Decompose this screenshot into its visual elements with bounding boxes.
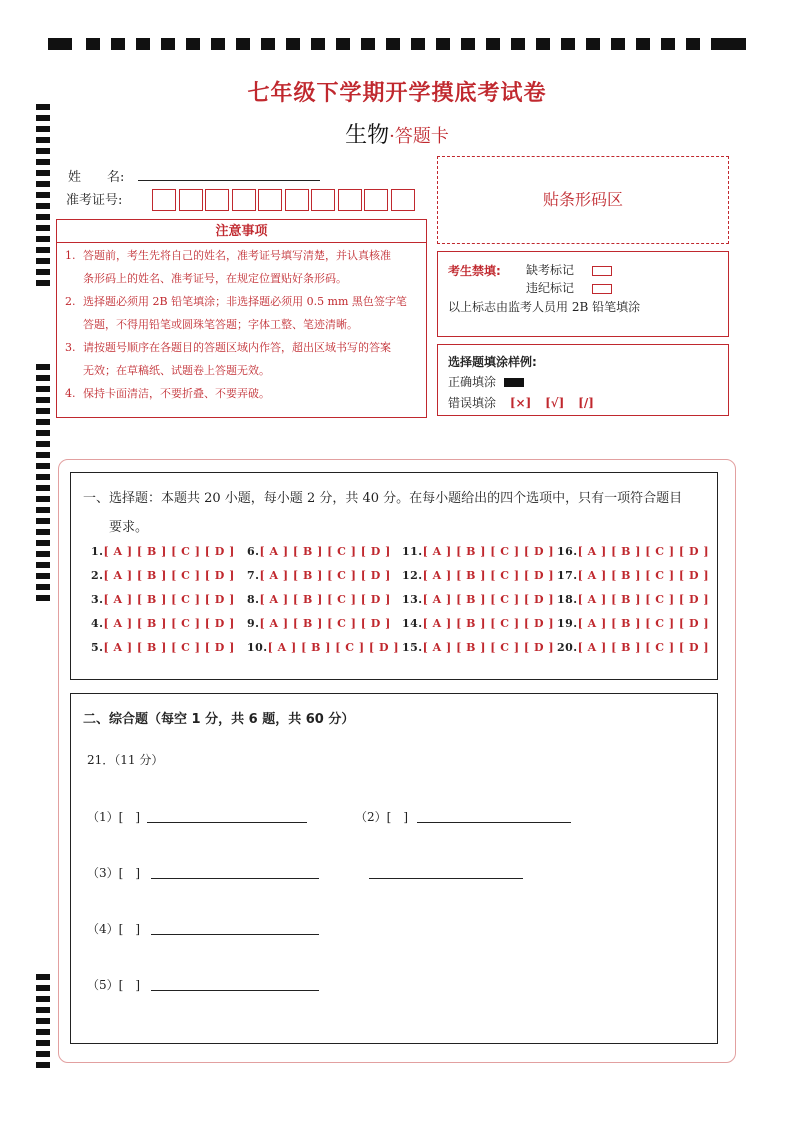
marker-block [36, 397, 50, 403]
question-number: 19. [557, 617, 578, 630]
exam-id-digit-box[interactable] [364, 189, 388, 211]
choice-question[interactable] [91, 617, 235, 630]
subject-name: 生物 [345, 123, 390, 148]
marker-block [36, 269, 50, 275]
card-subtitle [0, 118, 794, 149]
side-alignment-markers-bottom [36, 974, 50, 1074]
exam-id-digit-box[interactable] [152, 189, 176, 211]
answer-line[interactable] [369, 878, 523, 879]
section-choice [70, 472, 718, 680]
marker-block [36, 584, 50, 590]
marker-block [36, 203, 50, 209]
question-number: 10. [247, 641, 268, 654]
marker-block [36, 518, 50, 524]
choice-question[interactable] [91, 569, 235, 582]
note-item: 2. 选择题必须用 2B 铅笔填涂；非选择题必须用 0.5 mm 黑色签字笔 答题，不得用铅笔或圆珠笔答题；字体工整、笔迹清晰。 [65, 295, 407, 331]
notes-heading: 注意事项 [57, 222, 426, 243]
question-number: 4. [91, 617, 104, 630]
blank-label: （3）[ ] [87, 866, 140, 880]
correct-fill-row [448, 373, 524, 390]
question-number: 9. [247, 617, 260, 630]
marker-block [36, 408, 50, 414]
blank-label: （5）[ ] [87, 978, 140, 992]
marker-block [36, 386, 50, 392]
exam-id-digit-box[interactable] [179, 189, 203, 211]
exam-id-digit-box[interactable] [232, 189, 256, 211]
option-bubbles[interactable]: [ A ] [ B ] [ C ] [ D ] [577, 569, 710, 582]
choice-question[interactable] [557, 617, 709, 630]
option-bubbles[interactable]: [ A ] [ B ] [ C ] [ D ] [422, 641, 555, 654]
marker-block [36, 562, 50, 568]
comprehensive-section-title: 二、综合题（每空 1 分，共 6 题，共 60 分） [83, 712, 355, 727]
marker-block [36, 1040, 50, 1046]
marker-block [722, 38, 746, 50]
absent-mark-box[interactable] [592, 266, 612, 276]
marker-block [36, 551, 50, 557]
choice-question[interactable] [402, 545, 554, 558]
choice-question[interactable] [557, 545, 709, 558]
choice-question[interactable] [247, 545, 391, 558]
answer-line[interactable] [151, 878, 319, 879]
answer-line[interactable] [147, 822, 307, 823]
option-bubbles[interactable]: [ A ] [ B ] [ C ] [ D ] [103, 569, 235, 582]
answer-line[interactable] [417, 822, 571, 823]
exam-id-boxes[interactable] [152, 189, 418, 211]
section-comprehensive [70, 693, 718, 1044]
marker-block [136, 38, 150, 50]
marker-block [36, 159, 50, 165]
choice-question[interactable] [91, 593, 235, 606]
option-bubbles[interactable]: [ A ] [ B ] [ C ] [ D ] [103, 641, 235, 654]
marker-block [36, 529, 50, 535]
question-number: 17. [557, 569, 578, 582]
note-item: 3. 请按题号顺序在各题目的答题区域内作答，超出区域书写的答案 无效；在草稿纸、试题卷上答题无效。 [65, 341, 391, 377]
marker-block [186, 38, 200, 50]
marker-block [36, 214, 50, 220]
marker-block [36, 1029, 50, 1035]
correct-fill-swatch [504, 378, 524, 387]
fill-example-panel [437, 344, 729, 416]
marker-block [511, 38, 525, 50]
option-bubbles[interactable]: [ A ] [ B ] [ C ] [ D ] [259, 593, 391, 606]
marker-block [36, 258, 50, 264]
question-21-label: 21．（11 分） [87, 753, 164, 767]
barcode-area [437, 156, 729, 244]
choice-question[interactable] [91, 641, 235, 654]
option-bubbles[interactable]: [ A ] [ B ] [ C ] [ D ] [259, 545, 391, 558]
choice-question[interactable] [247, 617, 391, 630]
marker-block [561, 38, 575, 50]
marker-block [286, 38, 300, 50]
forbidden-note: 以上标志由监考人员用 2B 铅笔填涂 [448, 300, 641, 314]
option-bubbles[interactable]: [ A ] [ B ] [ C ] [ D ] [422, 569, 555, 582]
marker-block [661, 38, 675, 50]
option-bubbles[interactable]: [ A ] [ B ] [ C ] [ D ] [259, 569, 391, 582]
marker-block [48, 38, 72, 50]
marker-block [536, 38, 550, 50]
question-number: 2. [91, 569, 104, 582]
exam-id-label: 准考证号: [66, 193, 123, 208]
choice-question[interactable] [557, 593, 709, 606]
choice-question[interactable] [247, 641, 399, 654]
answer-line[interactable] [151, 990, 319, 991]
option-bubbles[interactable]: [ A ] [ B ] [ C ] [ D ] [577, 641, 710, 654]
choice-section-title-cont: 要求。 [109, 520, 149, 535]
wrong-mark: [×] [509, 396, 532, 410]
question-number: 5. [91, 641, 104, 654]
exam-id-digit-box[interactable] [205, 189, 229, 211]
violation-label: 违纪标记 [526, 281, 575, 295]
choice-question[interactable] [402, 641, 554, 654]
marker-block [361, 38, 375, 50]
question-number: 18. [557, 593, 578, 606]
marker-block [36, 496, 50, 502]
forbidden-label: 考生禁填: [448, 264, 501, 278]
question-number: 1. [91, 545, 104, 558]
marker-block [36, 573, 50, 579]
marker-block [336, 38, 350, 50]
exam-id-digit-box[interactable] [258, 189, 282, 211]
name-label: 姓 名: [68, 170, 125, 185]
card-name: ·答题卡 [389, 126, 449, 147]
question-number: 15. [402, 641, 423, 654]
marker-block [36, 485, 50, 491]
marker-block [36, 463, 50, 469]
choice-question[interactable] [402, 617, 554, 630]
marker-block [461, 38, 475, 50]
option-bubbles[interactable]: [ A ] [ B ] [ C ] [ D ] [267, 641, 400, 654]
exam-title: 七年级下学期开学摸底考试卷 [247, 81, 547, 106]
answer-line[interactable] [151, 934, 319, 935]
marker-block [236, 38, 250, 50]
wrong-fill-row [448, 394, 594, 411]
exam-id-digit-box[interactable] [391, 189, 415, 211]
barcode-label: 贴条形码区 [542, 190, 623, 209]
marker-block [311, 38, 325, 50]
marker-block [261, 38, 275, 50]
marker-block [111, 38, 125, 50]
exam-id-digit-box[interactable] [285, 189, 309, 211]
marker-block [36, 474, 50, 480]
marker-block [36, 1007, 50, 1013]
marker-block [36, 430, 50, 436]
choice-question[interactable] [402, 593, 554, 606]
violation-mark-row [526, 279, 612, 296]
choice-question[interactable] [557, 641, 709, 654]
option-bubbles[interactable]: [ A ] [ B ] [ C ] [ D ] [577, 617, 710, 630]
choice-question[interactable] [247, 593, 391, 606]
choice-question[interactable] [557, 569, 709, 582]
examinee-forbidden-panel [437, 251, 729, 337]
marker-block [36, 170, 50, 176]
marker-block [36, 595, 50, 601]
marker-block [36, 419, 50, 425]
notes-body [56, 242, 427, 418]
option-bubbles[interactable]: [ A ] [ B ] [ C ] [ D ] [259, 617, 391, 630]
marker-block [36, 507, 50, 513]
absent-mark-row [526, 261, 612, 278]
marker-block [411, 38, 425, 50]
marker-block [386, 38, 400, 50]
absent-label: 缺考标记 [526, 263, 575, 277]
question-number: 11. [402, 545, 423, 558]
fill-example-title: 选择题填涂样例: [448, 355, 537, 369]
wrong-fill-label: 错误填涂 [448, 396, 497, 410]
choice-question[interactable] [91, 545, 235, 558]
note-item: 1. 答题前，考生先将自己的姓名，准考证号填写清楚，并认真核准 条形码上的姓名、准考证号，在规定位置贴好条形码。 [65, 249, 391, 285]
marker-block [161, 38, 175, 50]
side-alignment-markers-middle [36, 364, 50, 600]
marker-block [611, 38, 625, 50]
marker-block [36, 247, 50, 253]
question-number: 14. [402, 617, 423, 630]
wrong-mark: [√] [545, 396, 565, 410]
marker-block [36, 1018, 50, 1024]
marker-block [36, 364, 50, 370]
question-number: 8. [247, 593, 260, 606]
option-bubbles[interactable]: [ A ] [ B ] [ C ] [ D ] [422, 593, 555, 606]
choice-question[interactable] [247, 569, 391, 582]
note-item: 4. 保持卡面清洁，不要折叠、不要弄破。 [65, 387, 270, 400]
blank-label: （2）[ ] [355, 810, 408, 824]
marker-block [36, 441, 50, 447]
option-bubbles[interactable]: [ A ] [ B ] [ C ] [ D ] [577, 545, 710, 558]
marker-block [86, 38, 100, 50]
marker-block [486, 38, 500, 50]
marker-block [36, 225, 50, 231]
question-number: 7. [247, 569, 260, 582]
marker-block [36, 192, 50, 198]
blank-label: （4）[ ] [87, 922, 140, 936]
option-bubbles[interactable]: [ A ] [ B ] [ C ] [ D ] [422, 545, 555, 558]
name-field[interactable] [138, 180, 320, 181]
choice-question[interactable] [402, 569, 554, 582]
option-bubbles[interactable]: [ A ] [ B ] [ C ] [ D ] [103, 593, 235, 606]
question-number: 13. [402, 593, 423, 606]
choice-section-title: 一、选择题：本题共 20 小题，每小题 2 分，共 40 分。在每小题给出的四个选项中，只有一项符合题目 [83, 491, 683, 506]
marker-block [36, 452, 50, 458]
wrong-mark: [/] [578, 396, 594, 410]
question-number: 3. [91, 593, 104, 606]
marker-block [36, 1062, 50, 1068]
marker-block [36, 985, 50, 991]
question-number: 20. [557, 641, 578, 654]
marker-block [586, 38, 600, 50]
marker-block [36, 375, 50, 381]
marker-block [211, 38, 225, 50]
question-number: 16. [557, 545, 578, 558]
exam-id-digit-box[interactable] [338, 189, 362, 211]
marker-block [36, 280, 50, 286]
marker-block [636, 38, 650, 50]
option-bubbles[interactable]: [ A ] [ B ] [ C ] [ D ] [422, 617, 555, 630]
option-bubbles[interactable]: [ A ] [ B ] [ C ] [ D ] [577, 593, 710, 606]
option-bubbles[interactable]: [ A ] [ B ] [ C ] [ D ] [103, 545, 235, 558]
marker-block [36, 1051, 50, 1057]
top-alignment-markers [48, 38, 748, 50]
marker-block [686, 38, 700, 50]
question-number: 12. [402, 569, 423, 582]
marker-block [36, 540, 50, 546]
exam-id-digit-box[interactable] [311, 189, 335, 211]
marker-block [36, 181, 50, 187]
option-bubbles[interactable]: [ A ] [ B ] [ C ] [ D ] [103, 617, 235, 630]
marker-block [36, 236, 50, 242]
marker-block [36, 996, 50, 1002]
violation-mark-box[interactable] [592, 284, 612, 294]
correct-fill-label: 正确填涂 [448, 375, 497, 389]
question-number: 6. [247, 545, 260, 558]
marker-block [436, 38, 450, 50]
blank-label: （1）[ ] [87, 810, 140, 824]
marker-block [36, 974, 50, 980]
